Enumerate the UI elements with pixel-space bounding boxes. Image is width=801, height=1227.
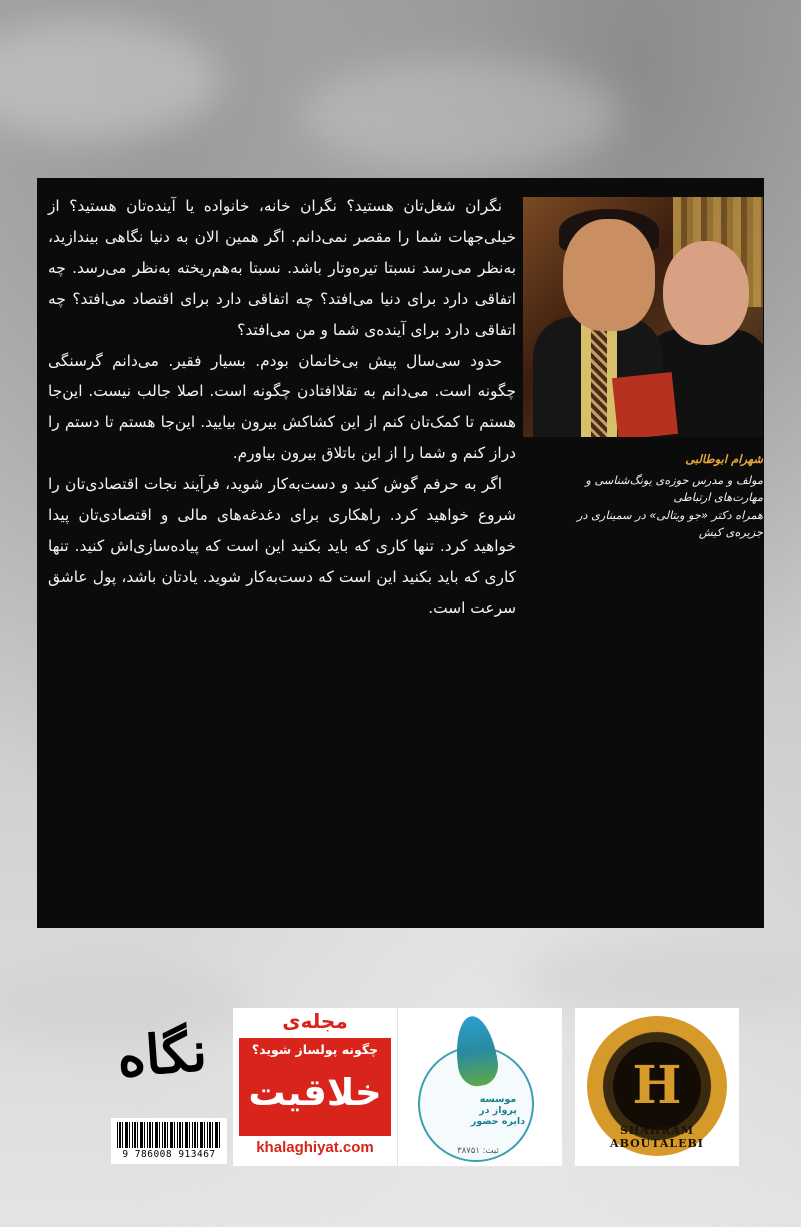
shahram-aboutalebi-logo <box>575 1008 739 1166</box>
author-name: شهرام ابوطالبی <box>685 452 763 466</box>
caption-line: مولف و مدرس حوزه‌ی یونگ‌شناسی و <box>585 473 763 487</box>
magazine-question: چگونه پولساز شوید؟ <box>251 1042 379 1057</box>
publisher-logo <box>112 1004 222 1104</box>
paragraph: حدود سی‌سال پیش بی‌خانمان بودم. بسیار فقیر. می‌دانم گرسنگی چگونه است. می‌دانم به تقلاافتادن چگونه است. اصلا جالب نیست. این‌جا هستم تا کمک‌تان کنم از این کشاکش بیرون بیایید. این‌جا هستم تا دستم را دراز کنم و شما را از این باتلاق بیرون بیاورم. <box>48 351 516 463</box>
background-cloud <box>300 60 620 170</box>
barcode-bars <box>117 1122 221 1148</box>
paragraph: نگران شغل‌تان هستید؟ نگران خانه، خانواده یا آینده‌تان هستید؟ از خیلی‌جهات شما را مقصر نمی‌دانم. اگر همین الان به دنیا نگاهی بیندازید، به‌نظر می‌رسد نسبتا تیره‌وتار باشد. نسبتا به‌هم‌ریخته به‌نظر می‌رسد. چه اتفاقی دارد برای دنیا می‌افتد؟ چه اتفاقی دارد برای اقتصاد می‌افتد؟ چه اتفاقی دارد برای آینده‌ی شما و من می‌افتد؟ <box>48 197 516 339</box>
logo-ring-text: SHAHRAM ABOUTALEBI <box>610 1124 704 1150</box>
barcode <box>111 1118 227 1164</box>
publisher-brand: نگاه <box>115 1018 209 1090</box>
institute-name: موسسه پرواز در دایره حضور <box>470 1094 526 1127</box>
magazine-name: خلاقیت <box>248 1071 382 1114</box>
institute-registration: ثبت: ۳۸۷۵۱ <box>457 1146 499 1156</box>
caption-line: همراه دکتر «جو ویتالی» در سمیناری در <box>577 508 763 522</box>
photo-caption <box>523 451 763 542</box>
barcode-number: 9 786008 913467 <box>122 1149 216 1160</box>
magazine-url: khalaghiyat.com <box>256 1139 374 1156</box>
background-cloud <box>0 20 220 140</box>
paragraph: اگر به حرفم گوش کنید و دست‌به‌کار شوید، فرآیند نجات اقتصادی‌تان را شروع خواهید کرد. راهکاری برای دغدغه‌های مالی و اقتصادی‌تان پیدا خواهید کرد. تنها کاری که باید بکنید این است که پیاده‌سازی‌اش کنید. تنها کاری که باید بکنید این است که دست‌به‌کار شوید. یادتان باشد، پول عاشق سرعت است. <box>48 475 516 617</box>
magazine-prefix: مجله‌ی <box>282 1009 348 1033</box>
logo-glyph: H <box>632 1055 682 1116</box>
caption-line: مهارت‌های ارتباطی <box>673 491 763 504</box>
back-cover-text <box>48 191 516 624</box>
magazine-logo <box>233 1008 397 1166</box>
caption-line: جزیره‌ی کیش <box>698 526 763 539</box>
author-photo <box>523 197 763 437</box>
institute-logo <box>398 1008 562 1166</box>
